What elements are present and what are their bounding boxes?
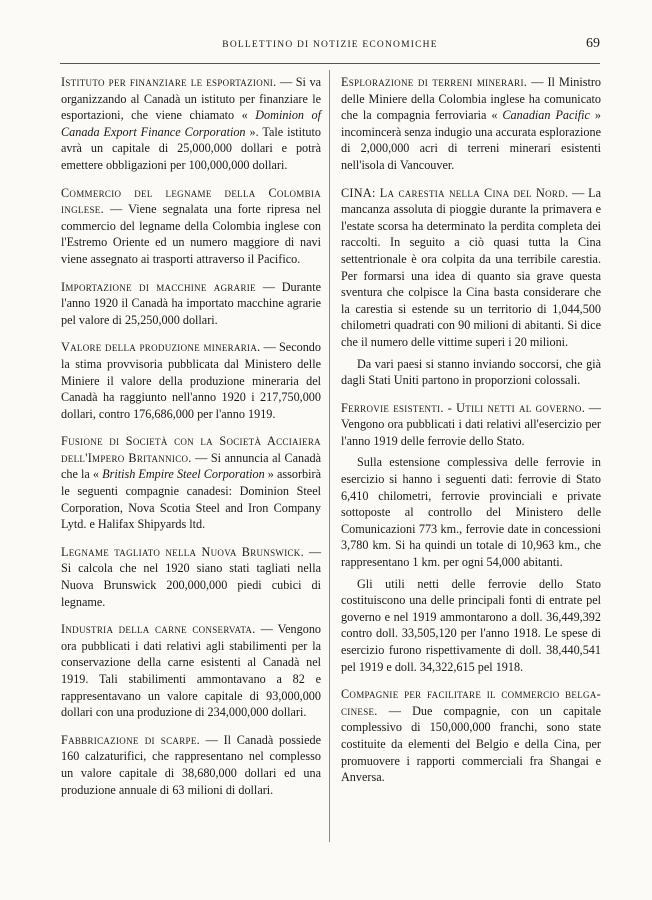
news-item [61,433,321,533]
item-body: — Durante l'anno 1920 il Canadà ha importato macchine agrarie pel valore di 25,250,000 dollari. [61,279,321,327]
item-heading: Fusione di Società con la Società Acciaiera dell'Impero Britannico. [61,434,321,465]
news-item [61,732,321,798]
journal-title: BOLLETTINO DI NOTIZIE ECONOMICHE [222,40,438,50]
news-item-continuation: Gli utili netti delle ferrovie dello Stato costituiscono una delle principali fonti di entrate pel governo e nel 1919 ammontarono a doll. 36,449,392 contro doll. 33,505,120 per l'anno 1918. Le spese di esercizio furono rispettivamente di doll. 38,440,541 pel 1919 e doll. 34,322,615 pel 1918. [341,576,601,674]
item-body: — Il Canadà possiede 160 calzaturifici, che rappresentano nel complesso un valore capitale di 38,680,000 dollari ed una produzione annuale di 63 milioni di dollari. [61,732,321,797]
news-item [61,74,321,174]
news-item [341,74,601,174]
news-item [61,185,321,268]
item-body: — Secondo la stima provvisoria pubblicata dal Ministero delle Miniere il valore della produzione mineraria del Canadà ha raggiunto nell'anno 1920 i 217,750,000 dollari, contro 176,686,000 per l'anno 1919. [61,340,321,421]
item-heading: Importazione di macchine agrarie [61,279,256,294]
item-heading: Compagnie per facilitare il commercio belga-cinese. [341,687,601,718]
item-heading: CINA: La carestia nella Cina del Nord. [341,185,569,200]
news-item [61,621,321,721]
right-column [341,74,601,797]
item-body: — Si va organizzando al Canadà un istituto per finanziare le esportazioni, che viene chiamato « [61,75,322,123]
news-item [341,400,601,450]
item-body: — Vengono ora pubblicati i dati relativi agli stabilimenti per la conservazione della carne esistenti al Canadà nel 1919. Tali stabilimenti ammontavano a 82 e rappresentavano un valore capitale di 93,000,000 dollari con una produzione di 234,000,000 dollari. [61,622,322,720]
item-italic-name: Canadian Pacific [502,108,590,123]
news-item [341,686,601,786]
item-italic-name: British Empire Steel Corporation [102,467,265,482]
news-item [61,544,321,610]
header-rule [60,63,600,64]
item-body: — Due compagnie, con un capitale complessivo di 150,000,000 franchi, sono state costituite da elementi del Belgio e della Cina, per promuovere i rapporti commerciali fra Shangai e Anversa. [341,703,601,785]
news-item [341,185,601,351]
item-heading: Commercio del legname della Colombia inglese. [61,185,321,217]
item-heading: Esplorazione di terreni minerari. [341,75,528,89]
item-heading: Legname tagliato nella Nuova Brunswick. [61,544,304,559]
item-heading: Industria della carne conservata. [61,622,256,637]
item-body: ». Tale istituto avrà un capitale di 25,000,000 dollari e potrà emettere obbligazioni per 100,000,000 dollari. [61,124,321,172]
column-divider [329,70,330,842]
item-italic-name: Dominion of Canada Export Finance Corporation [61,108,321,139]
item-body: — Si calcola che nel 1920 siano stati tagliati nella Nuova Brunswick 200,000,000 piedi cubici di legname. [61,544,322,609]
item-body: — Viene segnalata una forte ripresa nel commercio del legname della Colombia inglese con l'Estremo Oriente ed un numero maggiore di navi viene assegnato ai trasporti attraverso il Pacifico. [61,202,321,266]
news-item-continuation: Da vari paesi si stanno inviando soccorsi, che già dagli Stati Uniti partono in proporzioni colossali. [341,356,601,388]
news-item-continuation: Sulla estensione complessiva delle ferrovie in esercizio si hanno i seguenti dati: ferrovie di Stato 6,410 chilometri, ferrovie provinciali e private sottoposte al controllo del Ministero delle Comunicazioni 773 km., ferrovie date in concessioni 3,780 km. Si ha quindi un totale di 10,963 km., che rappresentano 1 km. per ogni 54,000 abitanti. [341,455,601,570]
running-header [60,36,600,60]
item-heading: Ferrovie esistenti. - Utili netti al governo. [341,400,586,415]
item-body: — La mancanza assoluta di pioggie durante la primavera e l'estate scorsa ha determinato la perdita completa dei raccolti. In seguito a ciò quasi tutta la Cina settentrionale è ora colpita da una terribile carestia. Per formarsi una idea di quanto sia grave questa sventura che colpisce la Cina basta considerare che la carestia si estende su un territorio di 1,044,500 chilometri quadrati con 90 milioni di abitanti. Si dice che il numero delle vittime superi i 20 milioni. [341,185,602,349]
news-item [61,339,321,422]
item-heading: Istituto per finanziare le esportazioni. [61,75,277,89]
item-body: — Vengono ora pubblicati i dati relativi all'esercizio per l'anno 1919 delle ferrovie dello Stato. [341,400,601,448]
news-item [61,279,321,329]
item-body: — Si annuncia al Canadà che la « [61,450,321,482]
item-heading: Fabbricazione di scarpe. [61,732,200,747]
item-body: » assorbirà le seguenti compagnie canadesi: Dominion Steel Corporation, Nova Scotia Steel and Iron Company Lytd. e Halifax Shipyards ltd. [61,467,321,532]
item-heading: Valore della produzione mineraria. [61,340,261,355]
page-number: 69 [586,36,600,51]
item-body: — Il Ministro delle Miniere della Colombia inglese ha comunicato che la compagnia ferroviaria « [341,75,601,123]
item-body: » incomincerà senza indugio una accurata esplorazione di 2,000,000 acri di terreni minerari esistenti nell'isola di Vancouver. [341,108,602,172]
left-column [61,74,321,809]
